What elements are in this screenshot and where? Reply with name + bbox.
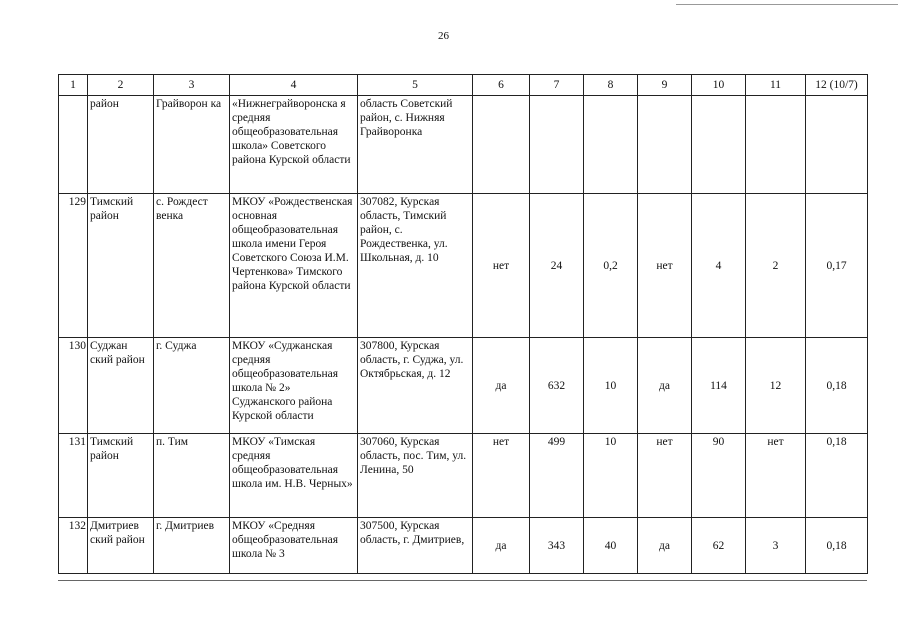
locality-cell: Грайворон ка bbox=[154, 96, 230, 194]
value-cell bbox=[806, 96, 868, 194]
value-cell: да bbox=[638, 518, 692, 574]
header-cell: 4 bbox=[230, 75, 358, 96]
district-cell: Дмитриев ский район bbox=[88, 518, 154, 574]
row-number: 130 bbox=[59, 338, 88, 434]
value-cell: 0,17 bbox=[806, 194, 868, 338]
value-cell: нет bbox=[638, 194, 692, 338]
value-cell: нет bbox=[473, 194, 530, 338]
header-cell: 7 bbox=[530, 75, 584, 96]
locality-cell: п. Тим bbox=[154, 434, 230, 518]
value-cell: 0,18 bbox=[806, 338, 868, 434]
value-cell: 0,18 bbox=[806, 518, 868, 574]
value-cell: 4 bbox=[692, 194, 746, 338]
value-cell: 0,18 bbox=[806, 434, 868, 518]
school-name-cell: МКОУ «Средняя общеобразовательная школа № 3 bbox=[230, 518, 358, 574]
page-number: 26 bbox=[438, 30, 449, 42]
value-cell: 0,2 bbox=[584, 194, 638, 338]
table-row bbox=[59, 338, 868, 434]
address-cell: 307500, Курская область, г. Дмитриев, bbox=[358, 518, 473, 574]
value-cell: да bbox=[638, 338, 692, 434]
value-cell: 499 bbox=[530, 434, 584, 518]
district-cell: Тимский район bbox=[88, 194, 154, 338]
value-cell: 90 bbox=[692, 434, 746, 518]
table-row bbox=[59, 518, 868, 574]
bottom-rule bbox=[58, 580, 867, 581]
header-cell: 12 (10/7) bbox=[806, 75, 868, 96]
row-number bbox=[59, 96, 88, 194]
value-cell: да bbox=[473, 518, 530, 574]
locality-cell: с. Рождест венка bbox=[154, 194, 230, 338]
table-row bbox=[59, 194, 868, 338]
header-cell: 8 bbox=[584, 75, 638, 96]
row-number: 131 bbox=[59, 434, 88, 518]
school-name-cell: МКОУ «Суджанская средняя общеобразовательная школа № 2» Суджанского района Курской области bbox=[230, 338, 358, 434]
value-cell bbox=[692, 96, 746, 194]
district-cell: Суджан ский район bbox=[88, 338, 154, 434]
schools-table bbox=[58, 74, 868, 574]
value-cell: 2 bbox=[746, 194, 806, 338]
value-cell: нет bbox=[638, 434, 692, 518]
address-cell: область Советский район, с. Нижняя Грайворонка bbox=[358, 96, 473, 194]
value-cell: 40 bbox=[584, 518, 638, 574]
district-cell: район bbox=[88, 96, 154, 194]
school-name-cell: «Нижнеграйворонска я средняя общеобразовательная школа» Советского района Курской области bbox=[230, 96, 358, 194]
locality-cell: г. Дмитриев bbox=[154, 518, 230, 574]
header-cell: 1 bbox=[59, 75, 88, 96]
value-cell: 24 bbox=[530, 194, 584, 338]
value-cell: 343 bbox=[530, 518, 584, 574]
top-rule bbox=[676, 4, 898, 5]
value-cell bbox=[473, 96, 530, 194]
address-cell: 307060, Курская область, пос. Тим, ул. Ленина, 50 bbox=[358, 434, 473, 518]
header-row bbox=[59, 75, 868, 96]
address-cell: 307800, Курская область, г. Суджа, ул. Октябрьская, д. 12 bbox=[358, 338, 473, 434]
value-cell bbox=[530, 96, 584, 194]
value-cell bbox=[746, 96, 806, 194]
value-cell: 10 bbox=[584, 434, 638, 518]
header-cell: 5 bbox=[358, 75, 473, 96]
value-cell: 632 bbox=[530, 338, 584, 434]
school-name-cell: МКОУ «Рождественская основная общеобразовательная школа имени Героя Советского Союза И.М. Чертенкова» Тимского района Курской области bbox=[230, 194, 358, 338]
value-cell bbox=[584, 96, 638, 194]
value-cell: нет bbox=[746, 434, 806, 518]
value-cell: 10 bbox=[584, 338, 638, 434]
value-cell: 12 bbox=[746, 338, 806, 434]
value-cell: да bbox=[473, 338, 530, 434]
table-row bbox=[59, 96, 868, 194]
header-cell: 6 bbox=[473, 75, 530, 96]
header-cell: 10 bbox=[692, 75, 746, 96]
table-row bbox=[59, 434, 868, 518]
school-name-cell: МКОУ «Тимская средняя общеобразовательная школа им. Н.В. Черных» bbox=[230, 434, 358, 518]
locality-cell: г. Суджа bbox=[154, 338, 230, 434]
row-number: 129 bbox=[59, 194, 88, 338]
header-cell: 11 bbox=[746, 75, 806, 96]
value-cell: 3 bbox=[746, 518, 806, 574]
value-cell: 114 bbox=[692, 338, 746, 434]
value-cell: 62 bbox=[692, 518, 746, 574]
value-cell: нет bbox=[473, 434, 530, 518]
value-cell bbox=[638, 96, 692, 194]
header-cell: 3 bbox=[154, 75, 230, 96]
district-cell: Тимский район bbox=[88, 434, 154, 518]
address-cell: 307082, Курская область, Тимский район, с. Рождественка, ул. Школьная, д. 10 bbox=[358, 194, 473, 338]
header-cell: 2 bbox=[88, 75, 154, 96]
header-cell: 9 bbox=[638, 75, 692, 96]
row-number: 132 bbox=[59, 518, 88, 574]
